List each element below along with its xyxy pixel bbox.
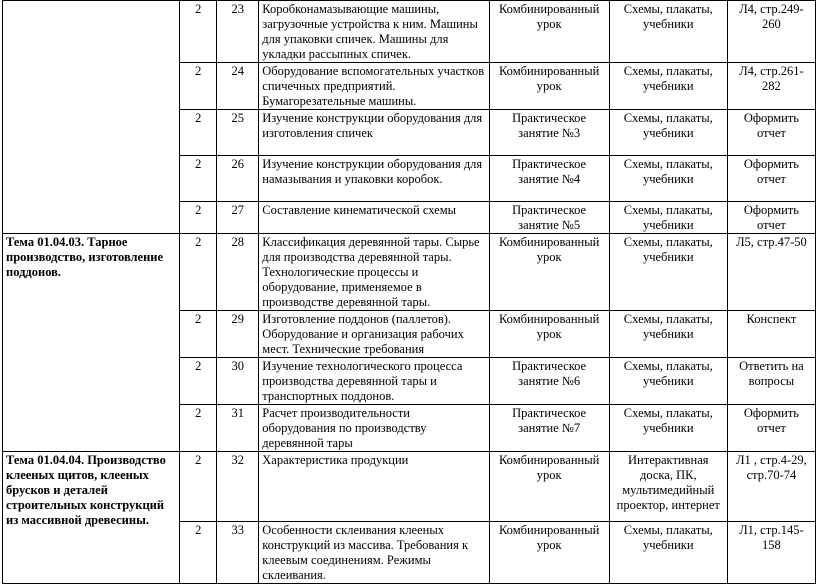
homework-cell: Л4, стр.261-282: [727, 63, 815, 110]
lesson-number-cell: 31: [217, 405, 259, 452]
homework-cell: Оформить отчет: [727, 202, 815, 234]
lesson-title-cell: Изучение конструкции оборудования для изготовления спичек: [259, 110, 489, 156]
table-row: [3, 1, 816, 63]
hours-cell: 2: [180, 234, 217, 311]
hours-cell: 2: [180, 202, 217, 234]
lesson-plan-table: [2, 0, 816, 584]
homework-cell: Конспект: [727, 311, 815, 358]
lesson-number-cell: 26: [217, 156, 259, 202]
topic-cell: Тема 01.04.04. Производство клееных щитов, клееных брусков и деталей строительных конструкций из массивной древесины.: [3, 452, 180, 584]
lesson-type-cell: Комбинированный урок: [489, 63, 609, 110]
homework-cell: Л1 , стр.4-29, стр.70-74: [727, 452, 815, 522]
lesson-title-cell: Расчет производительности оборудования по производству деревянной тары: [259, 405, 489, 452]
teaching-means-cell: Схемы, плакаты, учебники: [609, 1, 727, 63]
homework-cell: Л1, стр.145-158: [727, 522, 815, 584]
hours-cell: 2: [180, 452, 217, 522]
lesson-number-cell: 33: [217, 522, 259, 584]
lesson-type-cell: Комбинированный урок: [489, 311, 609, 358]
lesson-type-cell: Комбинированный урок: [489, 1, 609, 63]
lesson-type-cell: Практическое занятие №6: [489, 358, 609, 405]
lesson-type-cell: Практическое занятие №3: [489, 110, 609, 156]
lesson-type-cell: Комбинированный урок: [489, 234, 609, 311]
teaching-means-cell: Схемы, плакаты, учебники: [609, 156, 727, 202]
teaching-means-cell: Схемы, плакаты, учебники: [609, 110, 727, 156]
topic-cell: Тема 01.04.03. Тарное производство, изготовление поддонов.: [3, 234, 180, 452]
hours-cell: 2: [180, 156, 217, 202]
hours-cell: 2: [180, 358, 217, 405]
lesson-type-cell: Практическое занятие №4: [489, 156, 609, 202]
lesson-title-cell: Изучение конструкции оборудования для намазывания и упаковки коробок.: [259, 156, 489, 202]
lesson-plan-body: [3, 1, 816, 584]
teaching-means-cell: Схемы, плакаты, учебники: [609, 522, 727, 584]
lesson-title-cell: Коробконамазывающие машины, загрузочные устройства к ним. Машины для упаковки спичек. Машины для укладки рассыпных спичек.: [259, 1, 489, 63]
homework-cell: Л4, стр.249-260: [727, 1, 815, 63]
teaching-means-cell: Схемы, плакаты, учебники: [609, 202, 727, 234]
lesson-type-cell: Комбинированный урок: [489, 452, 609, 522]
lesson-number-cell: 29: [217, 311, 259, 358]
teaching-means-cell: Схемы, плакаты, учебники: [609, 405, 727, 452]
lesson-title-cell: Составление кинематической схемы: [259, 202, 489, 234]
hours-cell: 2: [180, 1, 217, 63]
homework-cell: Оформить отчет: [727, 156, 815, 202]
teaching-means-cell: Схемы, плакаты, учебники: [609, 358, 727, 405]
hours-cell: 2: [180, 110, 217, 156]
lesson-number-cell: 25: [217, 110, 259, 156]
lesson-title-cell: Классификация деревянной тары. Сырье для производства деревянной тары. Технологические процессы и оборудование, применяемое в производстве деревянной тары.: [259, 234, 489, 311]
lesson-number-cell: 27: [217, 202, 259, 234]
homework-cell: Ответить на вопросы: [727, 358, 815, 405]
hours-cell: 2: [180, 405, 217, 452]
lesson-type-cell: Комбинированный урок: [489, 522, 609, 584]
lesson-type-cell: Практическое занятие №5: [489, 202, 609, 234]
lesson-title-cell: Особенности склеивания клееных конструкций из массива. Требования к клеевым соединениям. Режимы склеивания.: [259, 522, 489, 584]
homework-cell: Оформить отчет: [727, 110, 815, 156]
hours-cell: 2: [180, 311, 217, 358]
lesson-number-cell: 32: [217, 452, 259, 522]
homework-cell: Оформить отчет: [727, 405, 815, 452]
lesson-title-cell: Характеристика продукции: [259, 452, 489, 522]
lesson-title-cell: Оборудование вспомогательных участков спичечных предприятий. Бумагорезательные машины.: [259, 63, 489, 110]
homework-cell: Л5, стр.47-50: [727, 234, 815, 311]
table-row: [3, 234, 816, 311]
teaching-means-cell: Интерактивная доска, ПК, мультимедийный проектор, интернет: [609, 452, 727, 522]
topic-cell: [3, 1, 180, 234]
teaching-means-cell: Схемы, плакаты, учебники: [609, 234, 727, 311]
hours-cell: 2: [180, 522, 217, 584]
lesson-number-cell: 28: [217, 234, 259, 311]
teaching-means-cell: Схемы, плакаты, учебники: [609, 311, 727, 358]
lesson-number-cell: 23: [217, 1, 259, 63]
hours-cell: 2: [180, 63, 217, 110]
table-row: [3, 452, 816, 522]
teaching-means-cell: Схемы, плакаты, учебники: [609, 63, 727, 110]
lesson-title-cell: Изучение технологического процесса производства деревянной тары и транспортных поддонов.: [259, 358, 489, 405]
lesson-number-cell: 24: [217, 63, 259, 110]
lesson-title-cell: Изготовление поддонов (паллетов). Оборудование и организация рабочих мест. Технические требования: [259, 311, 489, 358]
lesson-number-cell: 30: [217, 358, 259, 405]
lesson-type-cell: Практическое занятие №7: [489, 405, 609, 452]
